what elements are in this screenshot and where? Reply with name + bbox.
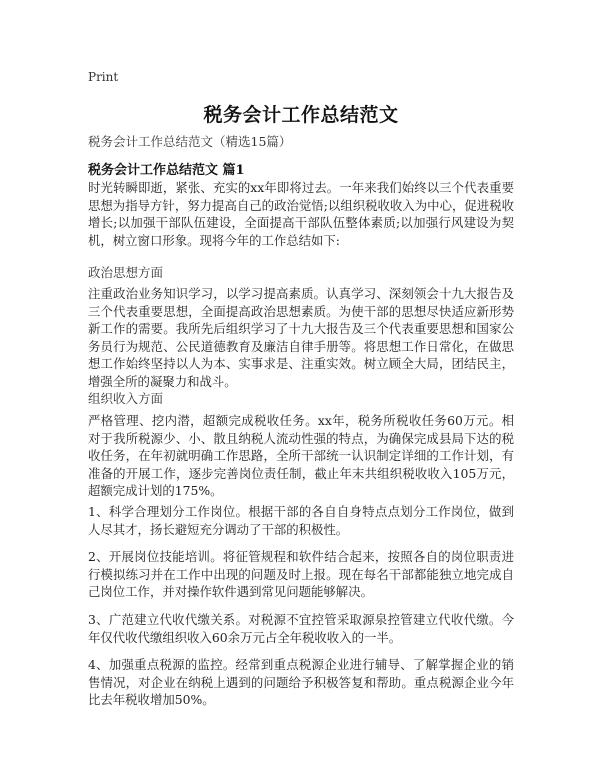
list-item: 3、广范建立代收代缴关系。对税源不宜控管采取源泉控管建立代收代缴。今年仅代收代缴组织收入60余万元占全年税收收入的一半。 bbox=[88, 612, 514, 645]
page-title: 税务会计工作总结范文 bbox=[203, 104, 399, 126]
document-subtitle: 税务会计工作总结范文（精选15篇） bbox=[88, 134, 292, 149]
intro-paragraph: 时光转瞬即逝，紧张、充实的xx年即将过去。一年来我们始终以三个代表重要思想为指导方针，努力提高自己的政治觉悟;以组织税收收入为中心，促进税收增长;以加强干部队伍建设，全面提高干部队伍整体素质;以加强行风建设为契机，树立窗口形象。现将今年的工作总结如下: bbox=[88, 180, 514, 248]
list-item: 2、开展岗位技能培训。将征管规程和软件结合起来，按照各自的岗位职责进行模拟练习并在工作中出现的问题及时上报。现在每名干部都能独立地完成自己岗位工作，并对操作软件遇到常见问题能够解决。 bbox=[88, 549, 514, 600]
article-heading: 税务会计工作总结范文 篇1 bbox=[88, 163, 245, 178]
section-body-politics: 注重政治业务知识学习，以学习提高素质。认真学习、深刻领会十九大报告及三个代表重要思想，全面提高政治思想素质。为使干部的思想尽快适应新形势新工作的需要。我所先后组织学习了十九大报告及三个代表重要思想和国家公务员行为规范、公民道德教育及廉洁自律手册等。将思想工作日常化，在做思想工作始终坚持以人为本、实事求是、注重实效。树立顾全大局，团结民主，增强全所的凝聚力和战斗。 bbox=[88, 286, 514, 389]
print-link[interactable]: Print bbox=[88, 70, 119, 84]
list-item: 1、科学合理划分工作岗位。根据干部的各自自身特点点划分工作岗位，做到人尽其才，扬长避短充分调动了干部的积极性。 bbox=[88, 504, 514, 537]
list-item: 4、加强重点税源的监控。经常到重点税源企业进行辅导、了解掌握企业的销售情况，对企业在纳税上遇到的问题给予积极答复和帮助。重点税源企业今年比去年税收增加50%。 bbox=[88, 657, 514, 708]
section-heading-revenue: 组织收入方面 bbox=[88, 391, 164, 406]
section-heading-politics: 政治思想方面 bbox=[88, 265, 164, 280]
section-body-revenue: 严格管理、挖内潜，超额完成税收任务。xx年，税务所税收任务60万元。相对于我所税源少、小、散且纳税人流动性强的特点，为确保完成县局下达的税收任务，在年初就明确工作思路，全所干部统一认识制定详细的工作计划，有准备的开展工作，逐步完善岗位责任制，截止年末共组织税收收入105万元，超额完成计划的175%。 bbox=[88, 413, 514, 499]
